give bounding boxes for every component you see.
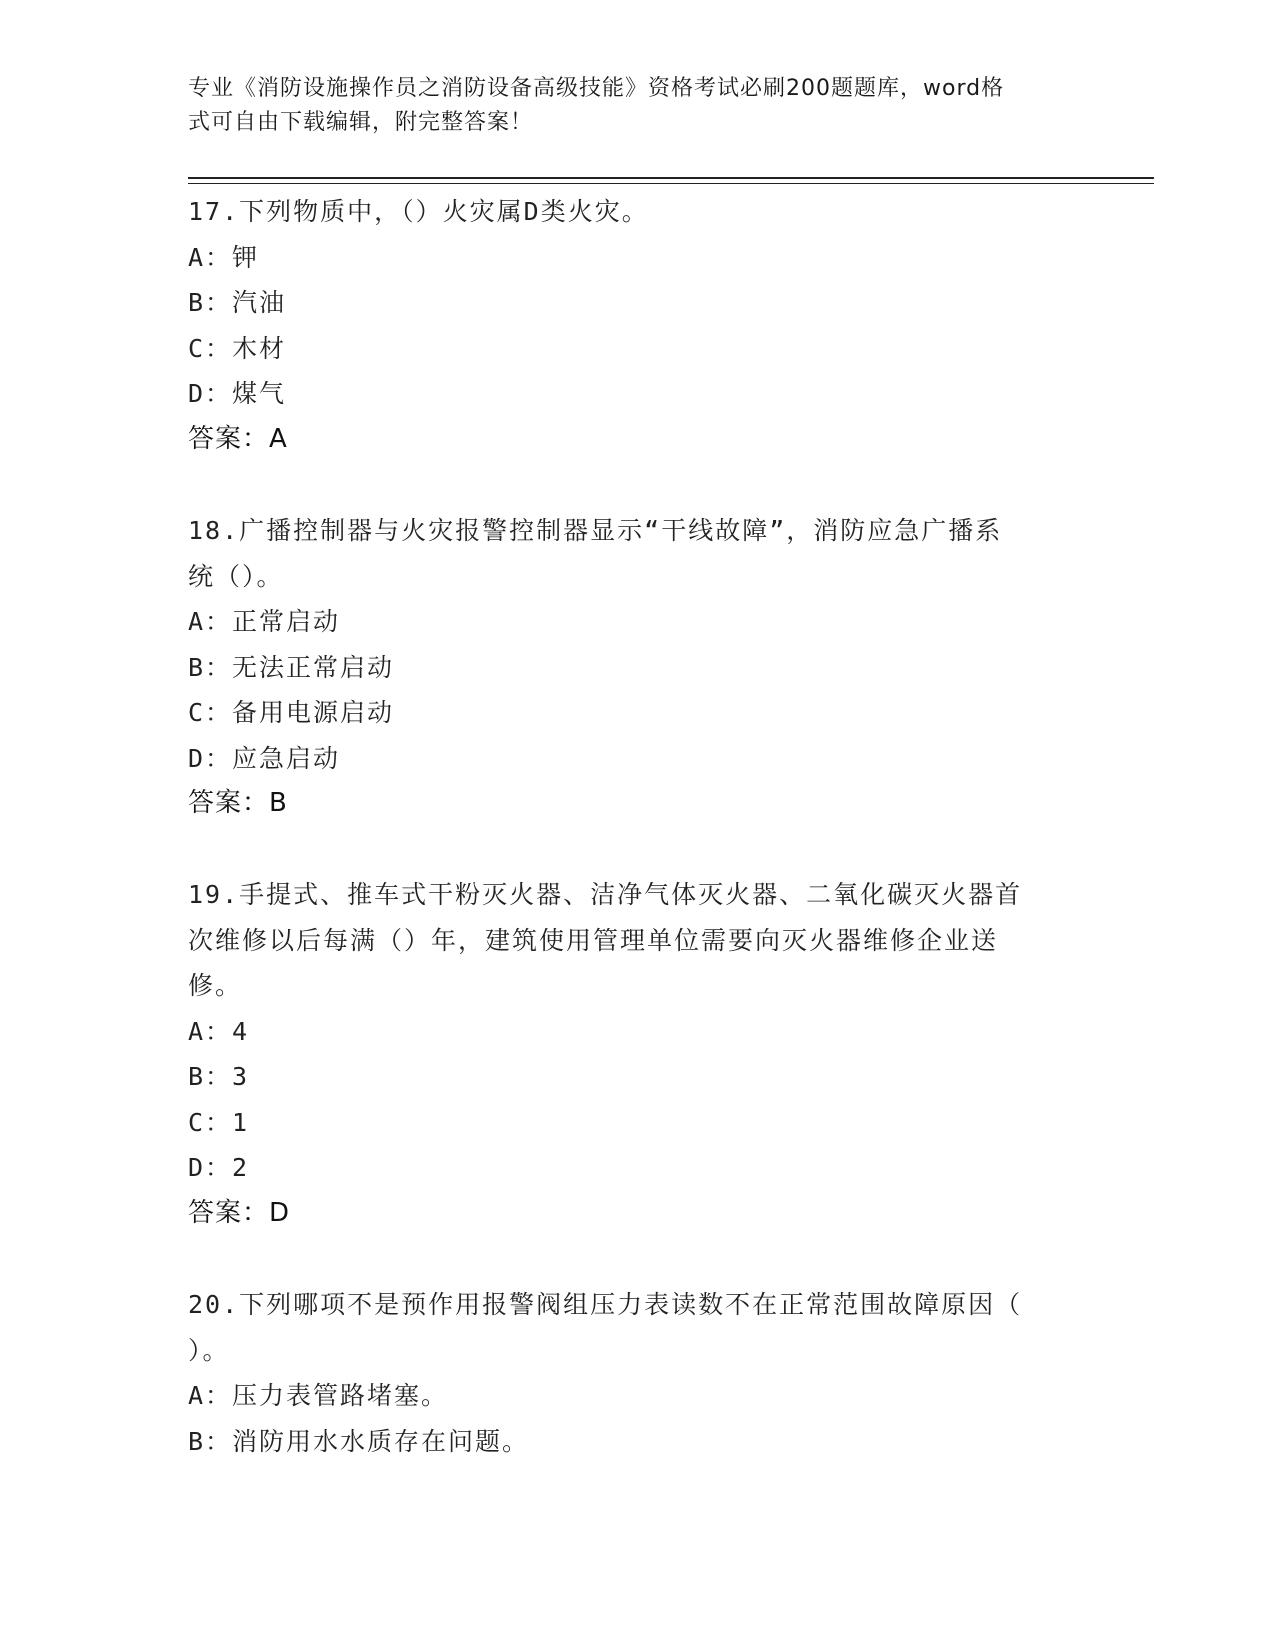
option-c: C：1 [188,1107,250,1137]
option-c: C：备用电源启动 [188,698,395,727]
option-d: D：煤气 [188,379,287,408]
question-17 [188,189,1088,462]
header-line-1: 专业《消防设施操作员之消防设备高级技能》资格考试必刷200题题库，word格 [188,76,1005,101]
option-b: B：汽油 [188,288,287,317]
question-stem: 18.广播控制器与火灾报警控制器显示“干线故障”，消防应急广播系 [188,516,1003,545]
option-d: D：2 [188,1153,250,1182]
question-stem-continued: 次维修以后每满（）年，建筑使用管理单位需要向灭火器维修企业送 [188,925,999,955]
question-stem: 17.下列物质中，（）火灾属D类火灾。 [188,197,649,226]
header-divider-thick [188,177,1154,179]
question-stem: 19.手提式、推车式干粉灭火器、洁净气体灭火器、二氧化碳灭火器首 [188,880,1023,909]
answer: 答案：D [188,1197,291,1228]
document-header [188,72,1068,140]
answer: 答案：A [188,423,288,454]
option-b: B：消防用水水质存在问题。 [188,1426,530,1456]
question-19 [188,872,1088,1236]
question-stem-continued: 修。 [188,971,243,1000]
option-b: B：无法正常启动 [188,652,395,682]
option-b: B：3 [188,1062,250,1091]
option-d: D：应急启动 [188,743,341,773]
option-a: A：正常启动 [188,607,341,636]
question-18 [188,508,1088,827]
question-stem-continued: 统（）。 [188,561,284,591]
option-a: A：钾 [188,242,260,272]
question-stem-continued: ）。 [188,1335,230,1365]
question-20 [188,1282,1088,1464]
header-line-2: 式可自由下载编辑，附完整答案！ [188,110,534,135]
answer: 答案：B [188,788,288,818]
header-divider-thin [188,183,1154,184]
question-stem: 20.下列哪项不是预作用报警阀组压力表读数不在正常范围故障原因（ [188,1290,1023,1319]
option-a: A：压力表管路堵塞。 [188,1381,449,1410]
option-a: A：4 [188,1016,250,1046]
option-c: C：木材 [188,333,287,363]
